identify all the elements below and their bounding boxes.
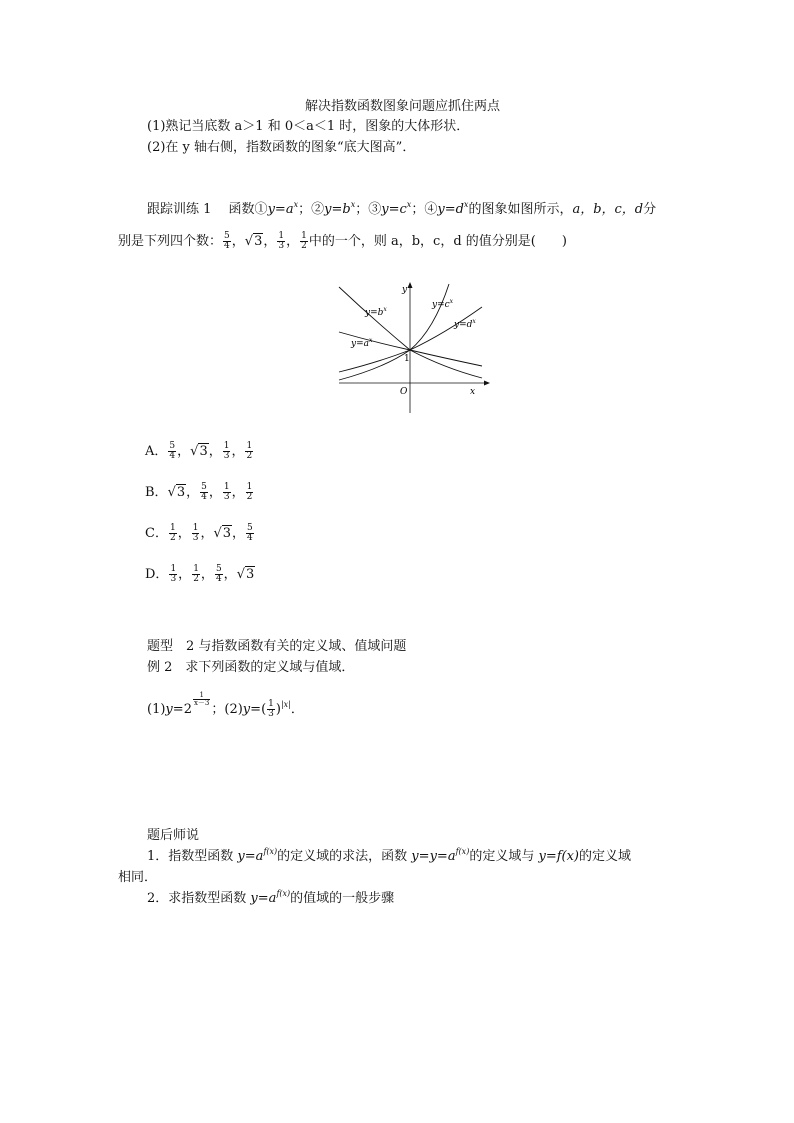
choice-b: B．√3， $\frac{5}{4}$ ， $\frac{1}{3}$ ， $\frac{1}{2}$ [145,482,253,502]
tip-2: (2)在 y 轴右侧，指数函数的图象“底大图高”． [147,140,416,155]
after-heading: 题后师说 [147,828,200,843]
exercise-line-1 [147,201,656,219]
label-y-a: $y=a^x$ [351,337,373,349]
exp-x: x [293,200,299,209]
base-c: c [399,202,407,217]
fn-y: y [437,202,445,217]
base-d: d [455,202,464,217]
sep: ；② [298,202,325,217]
exercise-label: 跟踪训练 1 [147,202,212,217]
frac-1-2: $\frac{1}{2}$ [301,231,307,251]
base-a: a [285,202,294,217]
label-y-c: $y=c^x$ [432,298,454,310]
choice-c: C． $\frac{1}{2}$ ， $\frac{1}{3}$ ，√3， $\frac{5}{4}$ [145,523,253,543]
exp-x: x [350,200,356,209]
text: 中的一个，则 a，b，c，d 的值分别是( ) [308,234,567,249]
frac-1-3: $\frac{1}{3}$ [278,231,285,251]
axis-label-y: y [402,285,408,295]
text: 的图象如图所示， [468,202,573,217]
sqrt-3: √3 [244,234,263,249]
x-axis-arrow [484,381,490,386]
intercept-label: 1 [404,354,410,364]
curve-b [339,287,482,378]
after-item-1-cont: 相同． [118,870,158,885]
fn-y: y [267,202,275,217]
exp-x: x [406,200,412,209]
curve-c [339,284,449,380]
section2-heading: 题型 2 与指数函数有关的定义域、值域问题 [147,639,407,654]
label-y-d: $y=d^x$ [454,318,476,330]
example-2-formulas: (1)y=2 $\frac{1}{x-3}$ ；(2)y=( $\frac{1}{3}$ )$^{|x|}$． [147,691,304,719]
tip-1: (1)熟记当底数 a＞1 和 0＜a＜1 时，图象的大体形状． [147,119,470,134]
exercise-line-2: 别是下列四个数： $\frac{5}{4}$ ，√3， $\frac{1}{3}$ ， $\frac{1}{2}$ 中的一个，则 a，b，c，d 的值分别是( ) [118,231,567,251]
eq: = [388,202,400,217]
exponential-graph-figure [334,280,494,415]
label-y-b: $y=b^x$ [365,306,387,318]
exp-x: x [463,200,469,209]
origin-label: O [400,387,408,397]
after-item-2: 2．求指数型函数 $y=a^{f(x)}$的值域的一般步骤 [147,889,395,906]
page-title: 解决指数函数图象问题应抓住两点 [305,99,501,114]
vars: a，b，c，d [572,202,644,217]
eq: = [331,202,343,217]
axis-label-x: x [470,387,476,397]
after-item-1: 1．指数型函数 $y=a^{f(x)}$的定义域的求法，函数 $y=y=a^{f(x)}$的定义域与 y=f(x)的定义域 [147,847,632,864]
sep: ；④ [411,202,438,217]
eq: = [274,202,286,217]
text: 别是下列四个数： [118,234,223,249]
fn-y: y [381,202,389,217]
choice-a: A． $\frac{5}{4}$ ，√3， $\frac{1}{3}$ ， $\frac{1}{2}$ [145,441,253,461]
choice-d: D． $\frac{1}{3}$ ， $\frac{1}{2}$ ， $\frac{5}{4}$ ，√3 [145,564,255,584]
y-axis-arrow [408,282,413,288]
eq: = [444,202,456,217]
fn-y: y [324,202,332,217]
frac-5-4: $\frac{5}{4}$ [224,231,230,251]
exercise-text: 函数① [228,202,268,217]
text: 分 [643,202,657,217]
sep: ；③ [355,202,382,217]
example-2: 例 2 求下列函数的定义域与值域． [147,660,355,675]
base-b: b [342,202,351,217]
